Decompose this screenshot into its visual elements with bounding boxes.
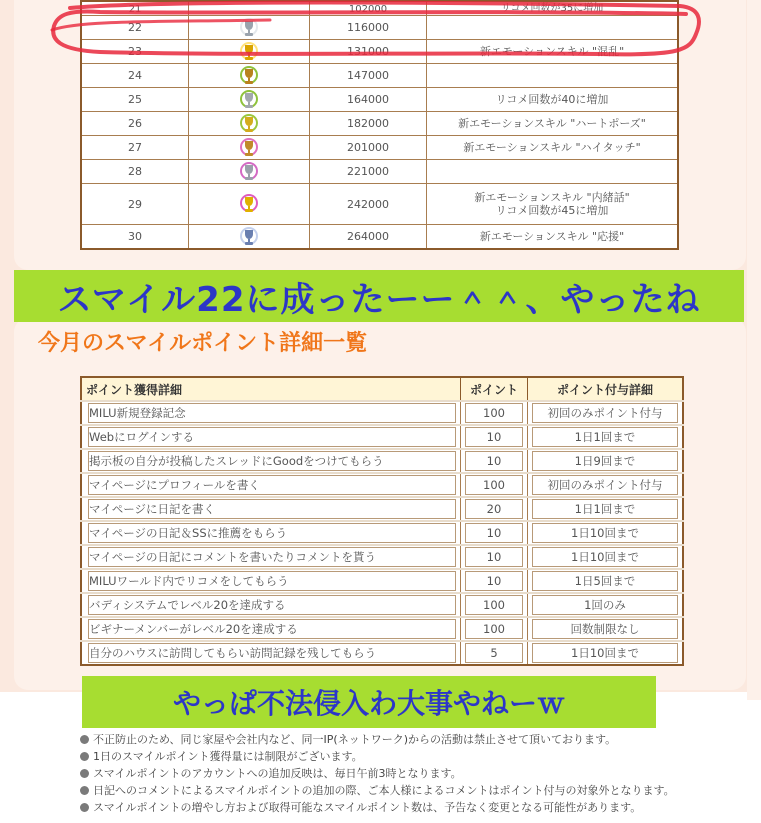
point-cell [461,425,528,449]
grant-cell [528,425,684,449]
grant-cell-text: 1日10回まで [532,643,678,663]
points-cell: 116000 [310,16,427,40]
detail-cell [81,617,461,641]
detail-cell [81,449,461,473]
point-cell [461,473,528,497]
table-row [81,473,683,497]
reward-cell [427,160,679,184]
level-cell: 27 [81,136,189,160]
point-cell [461,641,528,665]
reward-text: 新エモーションスキル "ハイタッチ" [463,141,641,154]
grant-cell [528,449,684,473]
point-cell-text: 100 [465,619,523,639]
reward-cell [427,16,679,40]
bullet-icon [80,735,89,744]
trophy-cell [189,40,310,64]
trophy-bronze-wreath-icon [239,66,259,86]
reward-cell [427,88,679,112]
points-cell: 201000 [310,136,427,160]
trophy-gold-wreath-icon [239,114,259,134]
grant-cell-text: 1日5回まで [532,571,678,591]
table-row [81,521,683,545]
page-edge [747,0,761,700]
point-cell [461,617,528,641]
point-cell-text: 5 [465,643,523,663]
grant-cell-text: 1日10回まで [532,547,678,567]
detail-cell-text: MILUワールド内でリコメをしてもらう [88,571,456,591]
detail-cell-text: Webにログインする [88,427,456,447]
detail-cell-text: マイページに日記を書く [88,499,456,519]
detail-cell [81,401,461,425]
points-cell: 264000 [310,225,427,250]
level-cell: 23 [81,40,189,64]
reward-text: 新エモーションスキル "ハートポーズ" [458,117,646,130]
table-row [81,425,683,449]
points-cell: 221000 [310,160,427,184]
table-row [81,136,678,160]
level-cell: 24 [81,64,189,88]
grant-cell-text: 1回のみ [532,595,678,615]
level-cell: 21 [81,1,189,16]
reward-cell [427,112,679,136]
level-cell: 22 [81,16,189,40]
table-row [81,569,683,593]
trophy-cell [189,136,310,160]
detail-cell-text: マイページの日記＆SSに推薦をもらう [88,523,456,543]
detail-cell [81,473,461,497]
table-row [81,40,678,64]
detail-cell [81,569,461,593]
level-cell: 29 [81,184,189,225]
point-cell-text: 10 [465,427,523,447]
bullet-icon [80,803,89,812]
header-grant: ポイント付与詳細 [528,377,684,401]
bullet-icon [80,786,89,795]
points-cell: 102000 [310,1,427,16]
reward-cell [427,184,679,225]
trophy-bronze-ribbon-icon [239,138,259,158]
trophy-cell [189,1,310,16]
grant-cell [528,401,684,425]
table-row [81,401,683,425]
point-cell [461,401,528,425]
note-item [80,765,760,782]
grant-cell-text: 1日9回まで [532,451,678,471]
bullet-icon [80,769,89,778]
trophy-cell [189,16,310,40]
table-row [81,449,683,473]
points-cell: 131000 [310,40,427,64]
trophy-cell [189,225,310,250]
trophy-cell [189,112,310,136]
point-cell [461,569,528,593]
table-row [81,160,678,184]
grant-cell-text: 初回のみポイント付与 [532,403,678,423]
reward-text: リコメ回数が40に増加 [495,93,609,106]
note-text: スマイルポイントの増やし方および取得可能なスマイルポイント数は、予告なく変更となる可能性があります。 [93,801,642,814]
grant-cell [528,473,684,497]
point-cell [461,521,528,545]
points-cell: 182000 [310,112,427,136]
level-cell: 30 [81,225,189,250]
grant-cell [528,617,684,641]
table-row [81,112,678,136]
trophy-platinum-wreath-icon [239,227,259,247]
smile-level-table [80,0,679,250]
points-cell: 164000 [310,88,427,112]
detail-cell [81,425,461,449]
table-row [81,497,683,521]
reward-cell [427,1,679,16]
point-cell-text: 10 [465,547,523,567]
detail-cell-text: ビギナーメンバーがレベル20を達成する [88,619,456,639]
detail-cell-text: マイページにプロフィールを書く [88,475,456,495]
table-header-row [81,377,683,401]
grant-cell [528,545,684,569]
reward-cell [427,225,679,250]
reward-text: 新エモーションスキル "応援" [479,230,625,243]
detail-cell-text: 掲示板の自分が投稿したスレッドにGoodをつけてもらう [88,451,456,471]
detail-cell-text: MILU新規登録記念 [88,403,456,423]
point-cell-text: 100 [465,595,523,615]
table-row [81,16,678,40]
note-item [80,748,760,765]
table-row [81,64,678,88]
table-row [81,225,678,250]
celebration-banner: スマイル22に成ったーー＾＾、やったね [14,270,744,322]
trophy-cell [189,184,310,225]
section-title: 今月のスマイルポイント詳細一覧 [38,331,368,356]
notes-list [80,731,760,816]
reward-cell [427,136,679,160]
note-text: 日記へのコメントによるスマイルポイントの追加の際、ご本人様によるコメントはポイント付与の対象外となります。 [93,784,675,797]
trophy-silver-ribbon-icon [239,162,259,182]
header-detail: ポイント獲得詳細 [81,377,461,401]
point-cell-text: 100 [465,403,523,423]
trophy-cell [189,88,310,112]
detail-cell [81,521,461,545]
reward-cell [427,64,679,88]
table-row [81,545,683,569]
point-cell-text: 10 [465,523,523,543]
point-cell-text: 10 [465,451,523,471]
note-item [80,799,760,816]
table-row [81,88,678,112]
table-row [81,641,683,665]
grant-cell-text: 初回のみポイント付与 [532,475,678,495]
detail-cell [81,545,461,569]
grant-cell [528,641,684,665]
point-cell-text: 100 [465,475,523,495]
trophy-silver-icon [239,18,259,38]
grant-cell-text: 1日1回まで [532,499,678,519]
note-text: スマイルポイントのアカウントへの追加反映は、毎日午前3時となります。 [93,767,462,780]
grant-cell [528,497,684,521]
level-cell: 26 [81,112,189,136]
reward-text: リコメ回数が35に増加 [500,3,604,14]
table-row [81,593,683,617]
point-cell [461,593,528,617]
trophy-cell [189,64,310,88]
grant-cell [528,521,684,545]
note-text: 1日のスマイルポイント獲得量には制限がございます。 [93,750,363,763]
reward-text: 新エモーションスキル "混乱" [479,45,625,58]
grant-cell [528,569,684,593]
detail-cell-text: 自分のハウスに訪問してもらい訪問記録を残してもらう [88,643,456,663]
table-row [81,617,683,641]
grant-cell-text: 1日10回まで [532,523,678,543]
reward-cell [427,40,679,64]
point-cell-text: 20 [465,499,523,519]
detail-cell-text: マイページの日記にコメントを書いたりコメントを貰う [88,547,456,567]
grant-cell-text: 回数制限なし [532,619,678,639]
trophy-gold-icon [239,42,259,62]
table-row [81,184,678,225]
comment-banner: やっぱ不法侵入わ大事やねーｗ [82,676,656,728]
level-cell: 28 [81,160,189,184]
detail-cell [81,497,461,521]
trophy-cell [189,160,310,184]
note-item [80,731,760,748]
points-cell: 147000 [310,64,427,88]
trophy-silver-wreath-icon [239,90,259,110]
bullet-icon [80,752,89,761]
note-text: 不正防止のため、同じ家屋や会社内など、同一IP(ネットワーク)からの活動は禁止させて頂いております。 [93,733,617,746]
point-cell [461,449,528,473]
detail-cell [81,593,461,617]
reward-text: 新エモーションスキル "内緒話" [474,191,630,204]
points-cell: 242000 [310,184,427,225]
reward-text: リコメ回数が45に増加 [495,204,609,217]
point-cell [461,497,528,521]
point-cell-text: 10 [465,571,523,591]
detail-cell [81,641,461,665]
grant-cell-text: 1日1回まで [532,427,678,447]
note-item [80,782,760,799]
trophy-gold-ribbon-icon [239,194,259,214]
point-cell [461,545,528,569]
detail-cell-text: バディシステムでレベル20を達成する [88,595,456,615]
level-cell: 25 [81,88,189,112]
grant-cell [528,593,684,617]
header-point: ポイント [461,377,528,401]
point-detail-table [80,376,684,666]
table-row [81,1,678,16]
